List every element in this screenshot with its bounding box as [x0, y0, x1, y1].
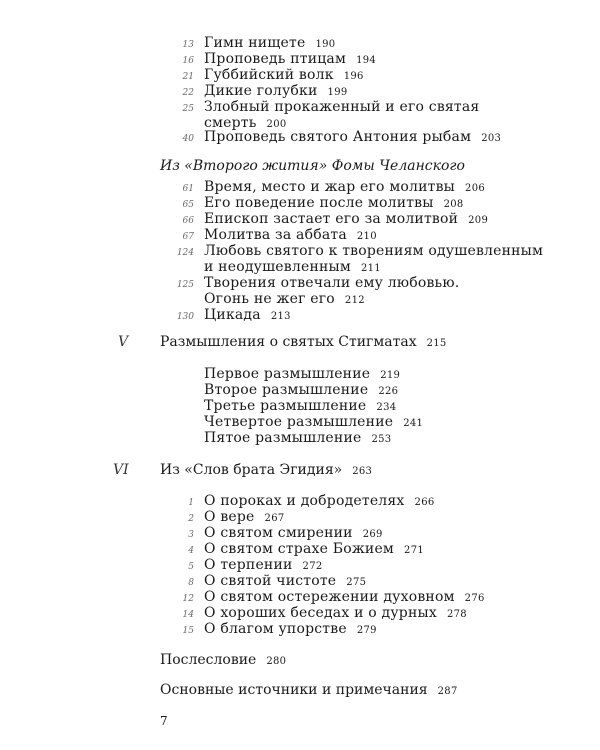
entry-page: 206	[465, 183, 486, 194]
entry-page: 199	[327, 87, 348, 98]
entry-page: 213	[270, 311, 291, 322]
entry-title: Губбийский волк	[204, 67, 334, 83]
entry-number: 1	[188, 498, 194, 508]
entry-title: Первое размышление	[204, 366, 371, 382]
entry-number: 5	[188, 562, 194, 572]
entry-page: 200	[266, 119, 287, 130]
entry-number: 14	[182, 610, 194, 620]
entry-page: 275	[346, 577, 367, 588]
entry-title: Его поведение после молитвы	[204, 195, 434, 211]
section-heading[interactable]	[160, 462, 372, 478]
afterword-entry[interactable]	[160, 652, 286, 668]
entry-title: Любовь святого к творениям одушевленным	[204, 243, 544, 259]
entry-number: 13	[182, 40, 194, 50]
section-number: V	[118, 334, 129, 350]
entry-title: Дикие голубки	[204, 83, 318, 99]
entry-page: 272	[302, 561, 323, 572]
entry-number: 12	[182, 594, 194, 604]
section-page: 263	[352, 466, 373, 477]
entry-title: Злобный прокаженный и его святая	[204, 99, 480, 115]
entry-title: О благом упорстве	[204, 621, 347, 637]
entry-number: 4	[188, 546, 194, 556]
entry-number: 130	[176, 312, 194, 322]
entry-title: О вере	[204, 509, 255, 525]
entry-page: 211	[360, 263, 381, 274]
entry-title: Второе размышление	[204, 382, 369, 398]
entry-title: Цикада	[204, 307, 261, 323]
entry-title: Творения отвечали ему любовью.	[204, 275, 460, 291]
toc-entry[interactable]	[204, 430, 391, 448]
entry-title: О святом страхе Божием	[204, 541, 395, 557]
entry-number: 61	[182, 184, 194, 194]
subsection-heading: Из «Второго жития» Фомы Челанского	[160, 158, 465, 174]
entry-page: 279	[356, 625, 377, 636]
section-heading[interactable]	[160, 334, 447, 350]
entry-title: О терпении	[204, 557, 293, 573]
toc-entry[interactable]	[204, 129, 501, 147]
entry-title: Гимн нищете	[204, 35, 306, 51]
section-title: Размышления о святых Стигматах	[160, 334, 417, 350]
entry-page: 269	[362, 529, 383, 540]
entry-number: 3	[188, 530, 194, 540]
entry-title: Проповедь святого Антония рыбам	[204, 129, 472, 145]
entry-title: и неодушевленным	[204, 259, 351, 275]
entry-title: О святой чистоте	[204, 573, 337, 589]
section-number: VI	[113, 462, 129, 478]
entry-page: 278	[446, 609, 467, 620]
entry-page: 219	[380, 370, 401, 381]
sources-entry[interactable]	[160, 682, 458, 698]
entry-title: Проповедь птицам	[204, 51, 347, 67]
entry-title: Пятое размышление	[204, 430, 362, 446]
entry-title: О святом смирении	[204, 525, 353, 541]
entry-title: Время, место и жар его молитвы	[204, 179, 456, 195]
entry-page: 267	[264, 513, 285, 524]
toc-entry[interactable]	[204, 307, 291, 325]
entry-number: 2	[188, 514, 194, 524]
entry-page: 226	[378, 386, 399, 397]
entry-page: 276	[464, 593, 485, 604]
entry-page: 271	[404, 545, 425, 556]
entry-number: 66	[182, 216, 194, 226]
entry-page: 190	[315, 39, 336, 50]
entry-title: Епископ застает его за молитвой	[204, 211, 459, 227]
entry-page: 208	[443, 199, 464, 210]
entry-number: 22	[182, 88, 194, 98]
sources-title: Основные источники и примечания	[160, 682, 428, 698]
entry-number: 15	[182, 626, 194, 636]
entry-page: 234	[376, 402, 397, 413]
afterword-title: Послесловие	[160, 652, 257, 668]
section-page: 215	[426, 338, 447, 349]
entry-title: Молитва за аббата	[204, 227, 347, 243]
entry-page: 194	[356, 55, 377, 66]
entry-title: О святом остережении духовном	[204, 589, 455, 605]
entry-number: 125	[176, 280, 194, 290]
entry-title: Огонь не жег его	[204, 291, 335, 307]
toc-entry[interactable]	[204, 99, 479, 115]
entry-page: 203	[481, 133, 502, 144]
entry-number: 8	[188, 578, 194, 588]
entry-number: 124	[176, 248, 194, 258]
afterword-page: 280	[266, 656, 287, 667]
entry-number: 25	[182, 104, 194, 114]
toc-entry[interactable]	[204, 243, 543, 259]
entry-title: Третье размышление	[204, 398, 367, 414]
toc-entry[interactable]	[204, 275, 459, 291]
entry-page: 266	[414, 497, 435, 508]
entry-title: О пороках и добродетелях	[204, 493, 405, 509]
entry-number: 67	[182, 232, 194, 242]
entry-title: Четвертое размышление	[204, 414, 394, 430]
entry-title: смерть	[204, 115, 257, 131]
entry-page: 241	[403, 418, 424, 429]
entry-number: 65	[182, 200, 194, 210]
page-folio: 7	[160, 714, 168, 728]
entry-title: О хороших беседах и о дурных	[204, 605, 437, 621]
entry-page: 210	[356, 231, 377, 242]
section-title: Из «Слов брата Эгидия»	[160, 462, 343, 478]
entry-page: 253	[371, 434, 392, 445]
entry-number: 40	[182, 134, 194, 144]
toc-entry[interactable]	[204, 621, 377, 639]
entry-number: 16	[182, 56, 194, 66]
entry-page: 212	[344, 295, 365, 306]
entry-page: 196	[343, 71, 364, 82]
entry-page: 209	[468, 215, 489, 226]
sources-page: 287	[437, 686, 458, 697]
entry-number: 21	[182, 72, 194, 82]
